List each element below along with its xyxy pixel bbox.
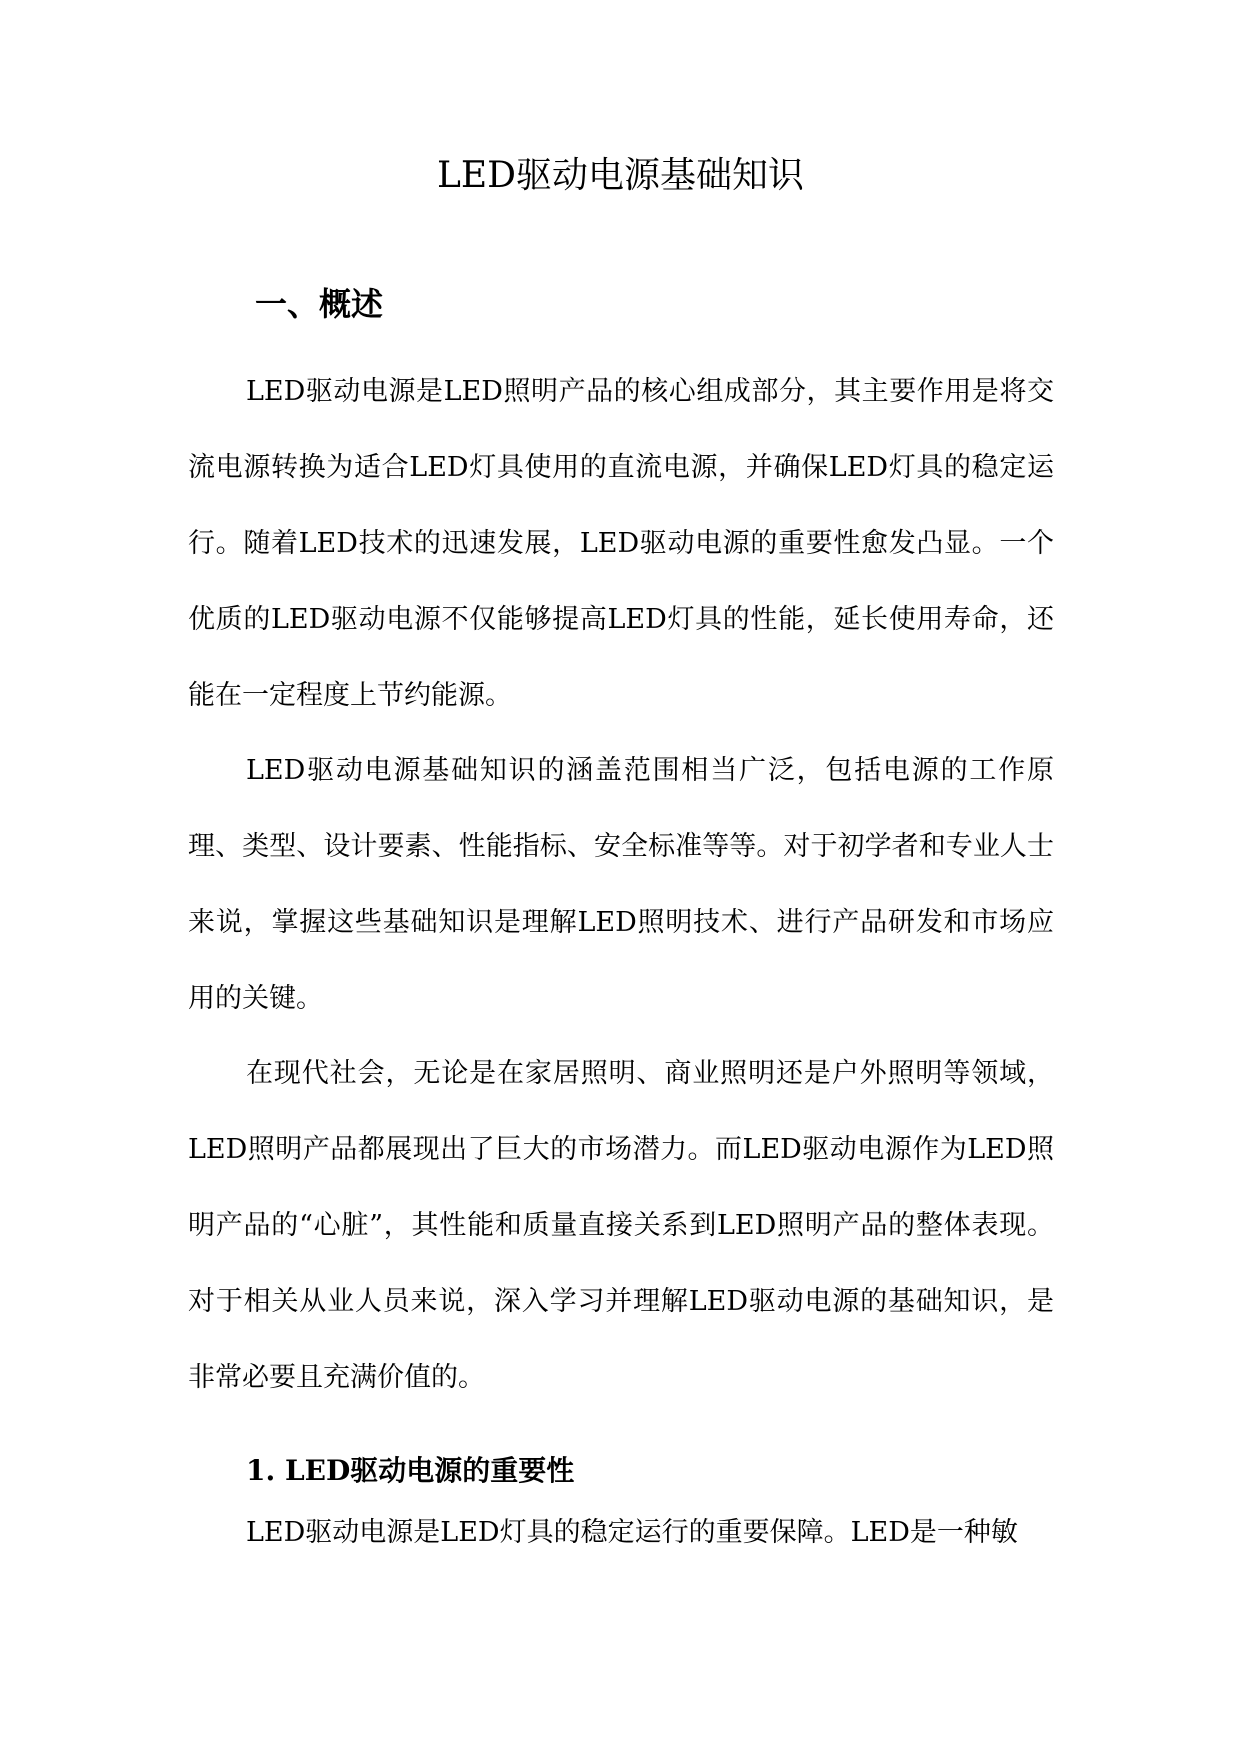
paragraph: 在现代社会，无论是在家居照明、商业照明还是户外照明等领域，LED照明产品都展现出了巨大的市场潜力。而LED驱动电源作为LED照明产品的“心脏”，其性能和质量直接关系到LED照明产品的整体表现。对于相关从业人员来说，深入学习并理解LED驱动电源的基础知识，是非常必要且充满价值的。 xyxy=(188,1058,1054,1393)
paragraph: LED驱动电源是LED灯具的稳定运行的重要保障。LED是一种敏 xyxy=(246,1517,1018,1548)
paragraph: LED驱动电源是LED照明产品的核心组成部分，其主要作用是将交流电源转换为适合LED灯具使用的直流电源，并确保LED灯具的稳定运行。随着LED技术的迅速发展，LED驱动电源的重要性愈发凸显。一个优质的LED驱动电源不仅能够提高LED灯具的性能，延长使用寿命，还能在一定程度上节约能源。 xyxy=(188,376,1054,711)
document-title: LED驱动电源基础知识 xyxy=(436,155,805,196)
paragraph: LED驱动电源基础知识的涵盖范围相当广泛，包括电源的工作原理、类型、设计要素、性能指标、安全标准等等。对于初学者和专业人士来说，掌握这些基础知识是理解LED照明技术、进行产品研发和市场应用的关键。 xyxy=(188,755,1054,1014)
subsection-heading: 1. LED驱动电源的重要性 xyxy=(246,1454,575,1487)
section-heading: 一、概述 xyxy=(255,285,384,323)
